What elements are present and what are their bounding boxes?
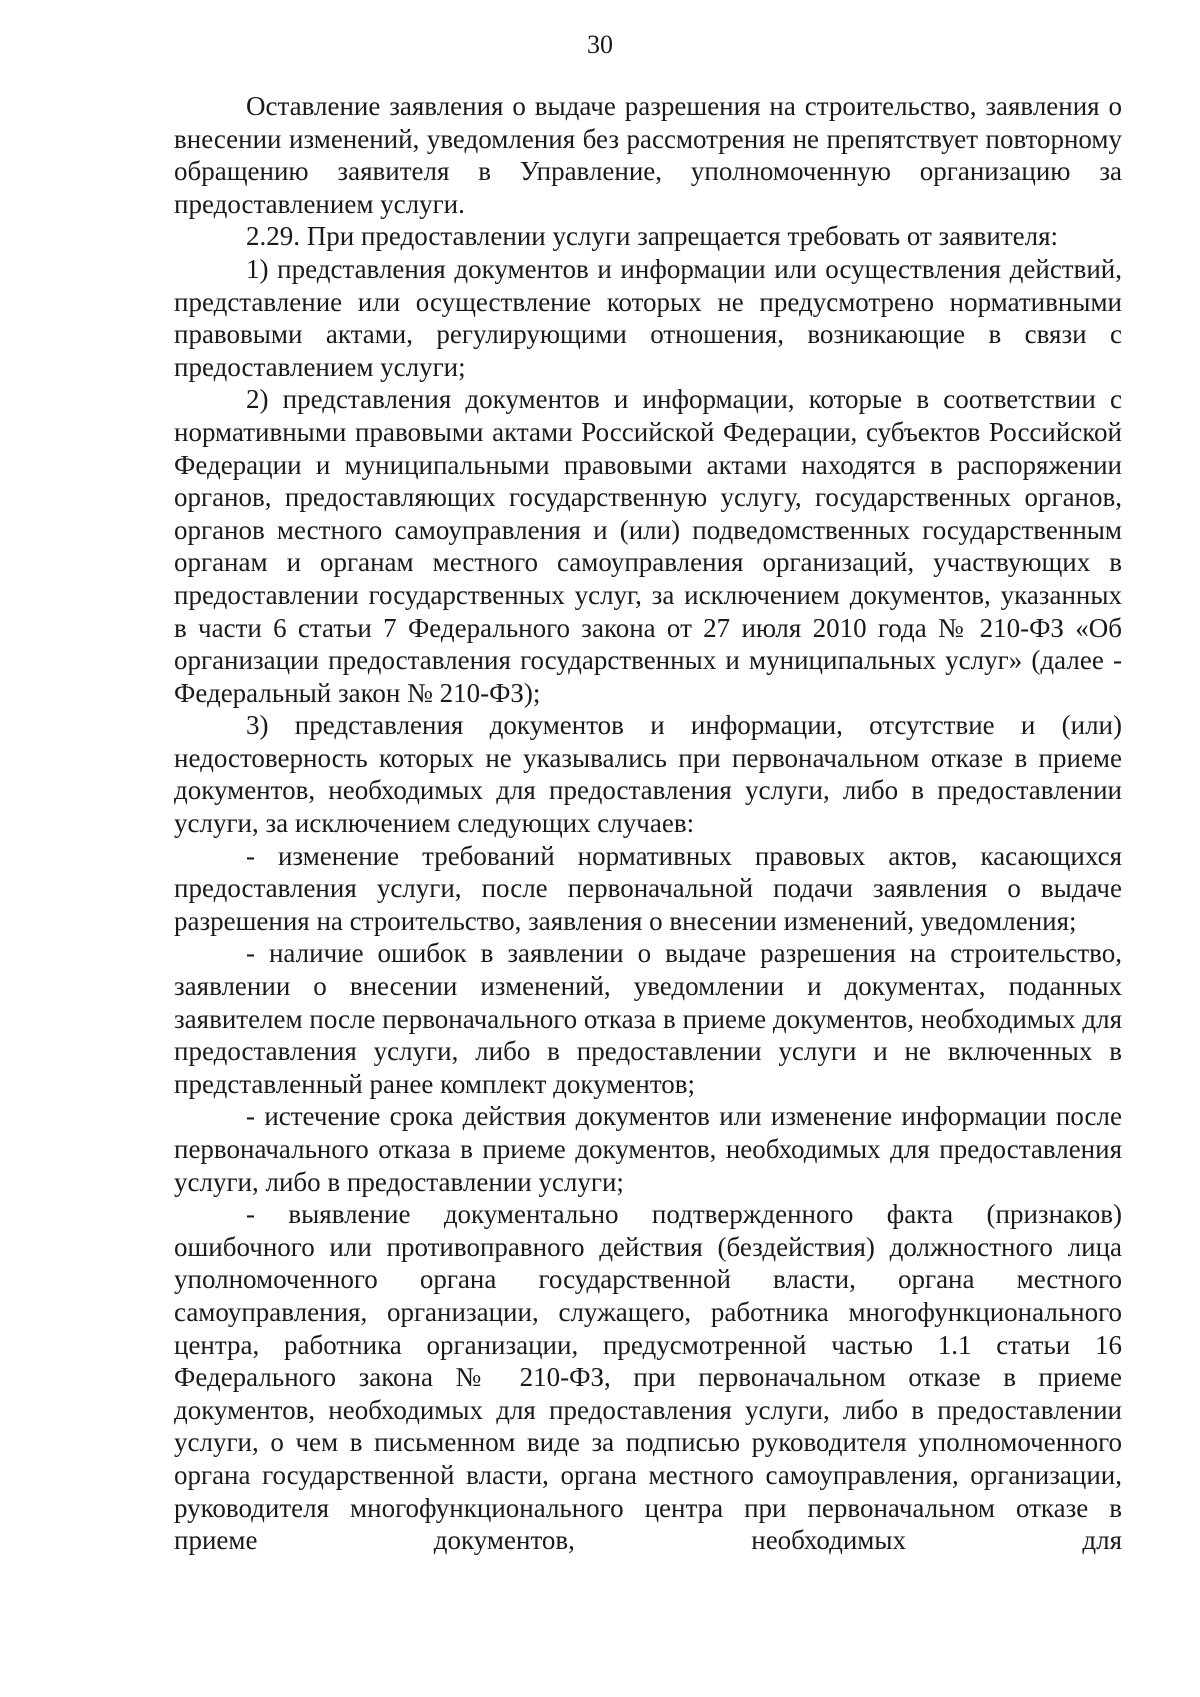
exception-errors-in-application: - наличие ошибок в заявлении о выдаче разрешения на строительство, заявлении о внесении изменений, уведомлении и документах, поданных заявителем после первоначального отказа в приеме документов, необходимых для предоставления услуги, либо в предоставлении услуги и не включенных в представленный ранее комплект документов; bbox=[174, 938, 1122, 1099]
document-body bbox=[174, 90, 1122, 1557]
page-number: 30 bbox=[587, 30, 613, 59]
list-item-2: 2) представления документов и информации, которые в соответствии с нормативными правовыми актами Российской Федерации, субъектов Российской Федерации и муниципальными правовыми актами находятся в распоряжении органов, предоставляющих государственную услугу, государственных органов, органов местного самоуправления и (или) подведомственных государственным органам и органам местного самоуправления организаций, участвующих в предоставлении государственных услуг, за исключением документов, указанных в части 6 статьи 7 Федерального закона от 27 июля 2010 года № 210-ФЗ «Об организации предоставления государственных и муниципальных услуг» (далее - Федеральный закон № 210-ФЗ); bbox=[174, 384, 1122, 708]
exception-official-error: - выявление документально подтвержденного факта (признаков) ошибочного или противоправного действия (бездействия) должностного лица уполномоченного органа государственной власти, органа местного самоуправления, организации, служащего, работника многофункционального центра, работника организации, предусмотренной частью 1.1 статьи 16 Федерального закона № 210-ФЗ, при первоначальном отказе в приеме документов, необходимых для предоставления услуги, либо в предоставлении услуги, о чем в письменном виде за подписью руководителя уполномоченного органа государственной власти, органа местного самоуправления, организации, руководителя многофункционального центра при первоначальном отказе в приеме документов, необходимых для bbox=[174, 1199, 1122, 1556]
exception-document-expiry: - истечение срока действия документов или изменение информации после первоначального отказа в приеме документов, необходимых для предоставления услуги, либо в предоставлении услуги; bbox=[174, 1101, 1122, 1197]
list-item-1: 1) представления документов и информации или осуществления действий, представление или осуществление которых не предусмотрено нормативными правовыми актами, регулирующими отношения, возникающие в связи с предоставлением услуги; bbox=[174, 253, 1122, 382]
paragraph-leave-without-consideration: Оставление заявления о выдаче разрешения на строительство, заявления о внесении изменений, уведомления без рассмотрения не препятствует повторному обращению заявителя в Управление, уполномоченную организацию за предоставлением услуги. bbox=[174, 91, 1122, 219]
exception-requirements-change: - изменение требований нормативных правовых актов, касающихся предоставления услуги, после первоначальной подачи заявления о выдаче разрешения на строительство, заявления о внесении изменений, уведомления; bbox=[174, 840, 1122, 936]
list-item-3: 3) представления документов и информации, отсутствие и (или) недостоверность которых не указывались при первоначальном отказе в приеме документов, необходимых для предоставления услуги, либо в предоставлении услуги, за исключением следующих случаев: bbox=[174, 710, 1122, 839]
paragraph-2-29-heading: 2.29. При предоставлении услуги запрещается требовать от заявителя: bbox=[246, 221, 1059, 252]
